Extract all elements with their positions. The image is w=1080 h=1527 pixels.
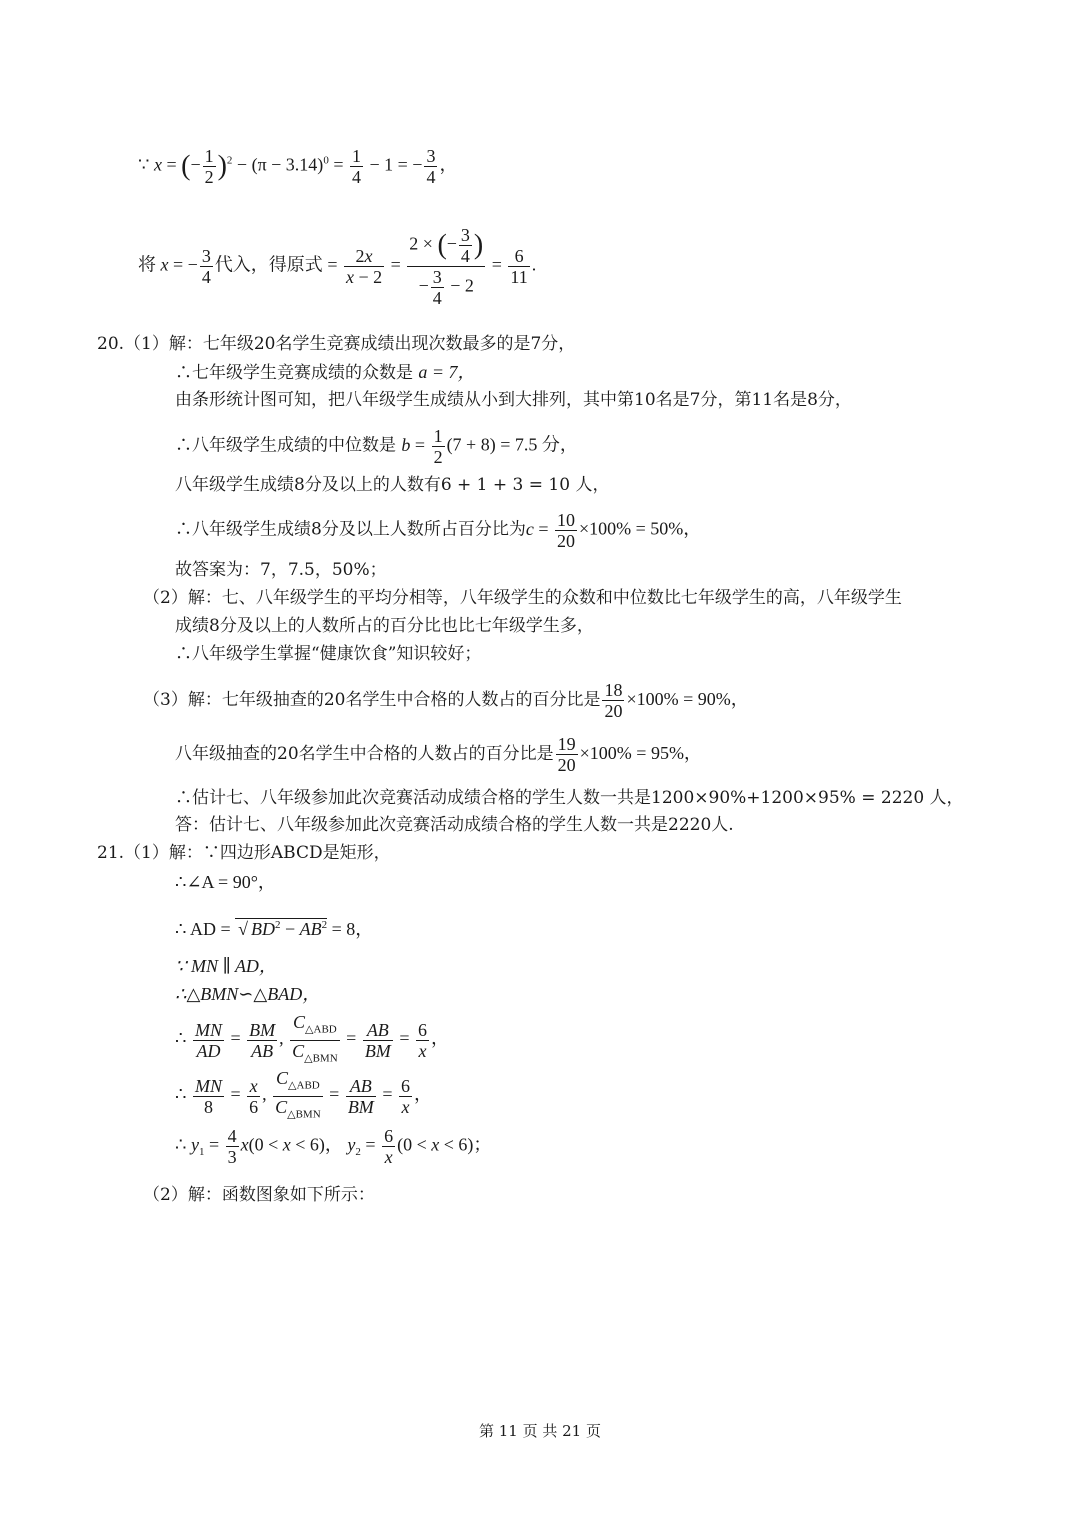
q20-line-2: ∴七年级学生竞赛成绩的众数是 a = 7， [175,362,476,383]
q21-line-8: ∴ $y_1$ = $\frac{4}{3}$ x(0 < x < 6)， $y_2$ = $\frac{6}{x}$ (0 < x < 6)； [175,1126,492,1167]
q21-line-2: ∴∠A = 90°， [175,872,276,892]
q21-part2: （2）解：函数图象如下所示： [143,1185,375,1205]
equation-x-value: ∵ x = (− $\frac{1}{2}$ )$^2 - (\pi - 3.14)^0$ = $\frac{1}{4}$ − 1 = − $\frac{3}{4}$ ， [138,146,458,187]
q20-line-4: ∴八年级学生成绩的中位数是 b = $\frac{1}{2}$ (7 + 8) = 7.5 分， [175,426,578,467]
q20-part3-line-3: ∴估计七、八年级参加此次竞赛活动成绩合格的学生人数一共是1200×90%+1200×95% = 2220 人， [175,788,964,808]
q20-part2-line-1: （2）解：七、八年级学生的平均分相等，八年级学生的众数和中位数比七年级学生的高，八年级学生 [143,588,902,608]
q20-line-5: 八年级学生成绩8分及以上的人数有6 + 1 + 3 = 10 人， [175,475,610,495]
q20-part3-line-1: （3）解：七年级抽查的20名学生中合格的人数占的百分比是 $\frac{18}{20}$ ×100% = 90%， [143,680,749,721]
q21-line-1: 21.（1）解：∵四边形ABCD是矩形， [97,843,391,863]
q21-line-6: ∴ $\frac{MN}{AD}$ = $\frac{BM}{AB}$ , $\frac{C_{\triangle ABD}}{C_{\triangle BMN}}$ = $\frac{AB}{BM}$ = $\frac{6}{x}$ ， [175,1012,449,1068]
q21-line-5: ∴△BMN∽△BAD， [175,984,321,1004]
q21-line-7: ∴ $\frac{MN}{8}$ = $\frac{x}{6}$ , $\frac{C_{\triangle ABD}}{C_{\triangle BMN}}$ = $\frac{AB}{BM}$ = $\frac{6}{x}$ ， [175,1068,432,1124]
page-footer: 第 11 页 共 21 页 [478,1422,601,1440]
q20-part2-line-3: ∴八年级学生掌握“健康饮食”知识较好； [175,644,482,664]
q21-line-4: ∵ MN ∥ AD， [175,956,277,976]
q20-part3-line-2: 八年级抽查的20名学生中合格的人数占的百分比是 $\frac{19}{20}$ ×100% = 95%， [175,734,702,775]
q20-line-7: 故答案为：7，7.5，50%； [175,560,387,580]
q21-line-3: ∴ AD = √ $BD^2 - AB^2 = 8$， [175,919,374,939]
q20-part3-line-4: 答：估计七、八年级参加此次竞赛活动成绩合格的学生人数一共是2220人. [175,815,734,835]
q20-line-6: ∴八年级学生成绩8分及以上人数所占百分比为c = $\frac{10}{20}$ ×100% = 50%， [175,510,702,551]
q20-part2-line-2: 成绩8分及以上的人数所占的百分比也比七年级学生多， [175,616,594,636]
q20-line-3: 由条形统计图可知，把八年级学生成绩从小到大排列，其中第10名是7分，第11名是8分， [175,390,852,410]
q20-line-1: 20.（1）解：七年级20名学生竞赛成绩出现次数最多的是7分， [97,334,576,354]
equation-substitute: 将 x = − $\frac{3}{4}$ 代入，得原式 = $\frac{2x}{x - 2}$ = 2 × (− $\frac{3}{4}$ ) − $\frac{3}{4}$ − 2 = $\frac{6}{11}$ . [138,225,537,308]
